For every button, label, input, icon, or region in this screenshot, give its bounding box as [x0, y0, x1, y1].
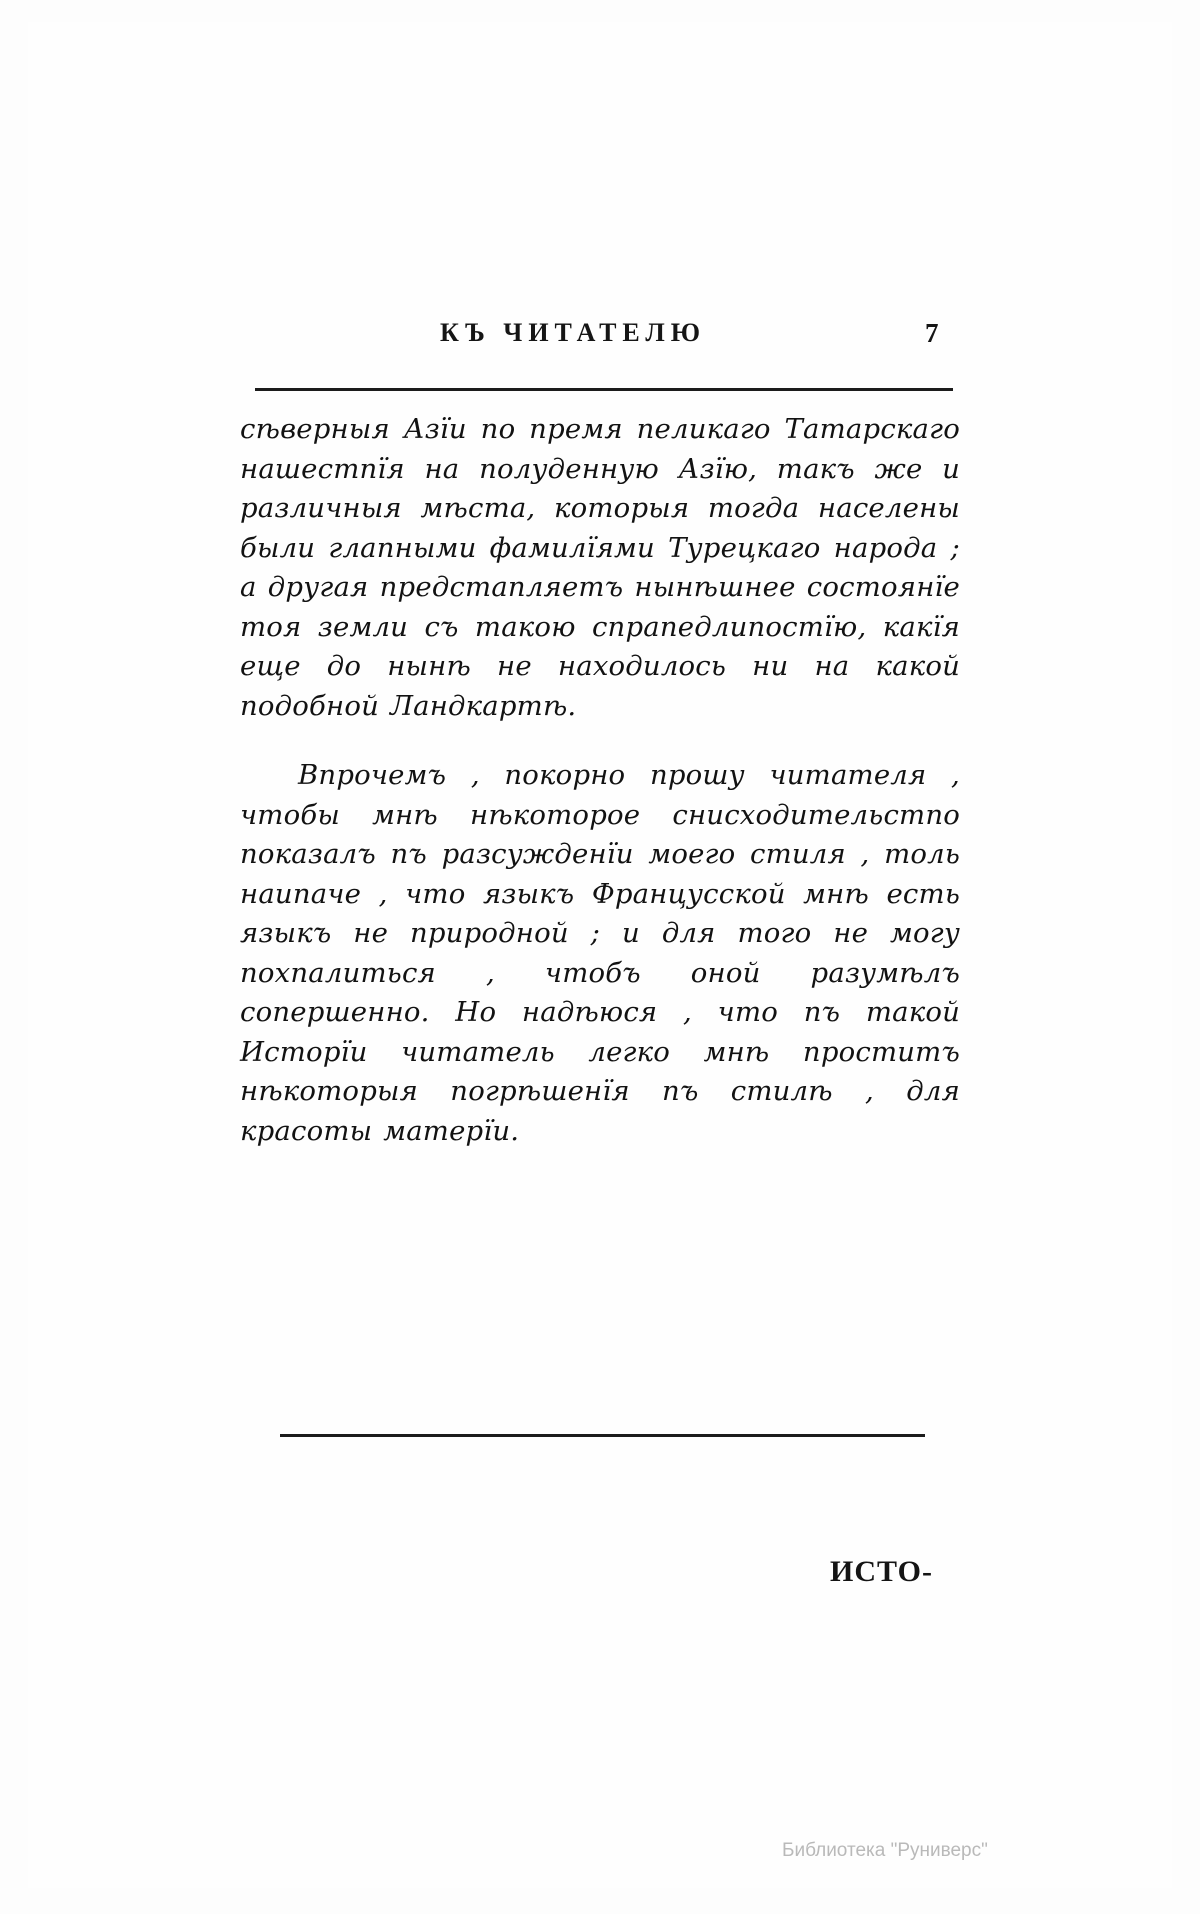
- body-text: [240, 410, 960, 1151]
- paragraph-2: Впрочемъ , покорно прошу читателя , чтобы мнѣ нѣкоторое снисходительстпо показалъ пъ разсужденїи моего стиля , толь наипаче , что языкъ Францусской мнѣ есть языкъ не природной ; и для того не могу похпалиться , чтобъ оной разумѣлъ сопершенно. Но надѣюся , что пъ такой Исторїи читатель легко мнѣ проститъ нѣкоторыя погрѣшенїя пъ стилѣ , для красоты матерїи.: [240, 759, 960, 1147]
- running-head: [0, 318, 1200, 358]
- library-watermark: Библиотека "Руниверс": [782, 1840, 988, 1861]
- horizontal-rule-top: [255, 388, 953, 391]
- running-head-title: КЪ ЧИТАТЕЛЮ: [440, 318, 707, 347]
- page-number: 7: [925, 318, 939, 348]
- catchword: ИСТО-: [830, 1555, 933, 1588]
- horizontal-rule-bottom: [280, 1434, 925, 1437]
- paragraph-1: сѣверныя Азїи по премя пеликаго Татарскаго нашестпїя на полуденную Азїю, такъ же и различныя мѣста, которыя тогда населены были глапными фамилїями Турецкаго народа ; а другая предстапляетъ нынѣшнее состоянїе тоя земли съ такою спрапедлипостїю, какїя еще до нынѣ не находилось ни на какой подобной Ландкартѣ.: [240, 413, 960, 722]
